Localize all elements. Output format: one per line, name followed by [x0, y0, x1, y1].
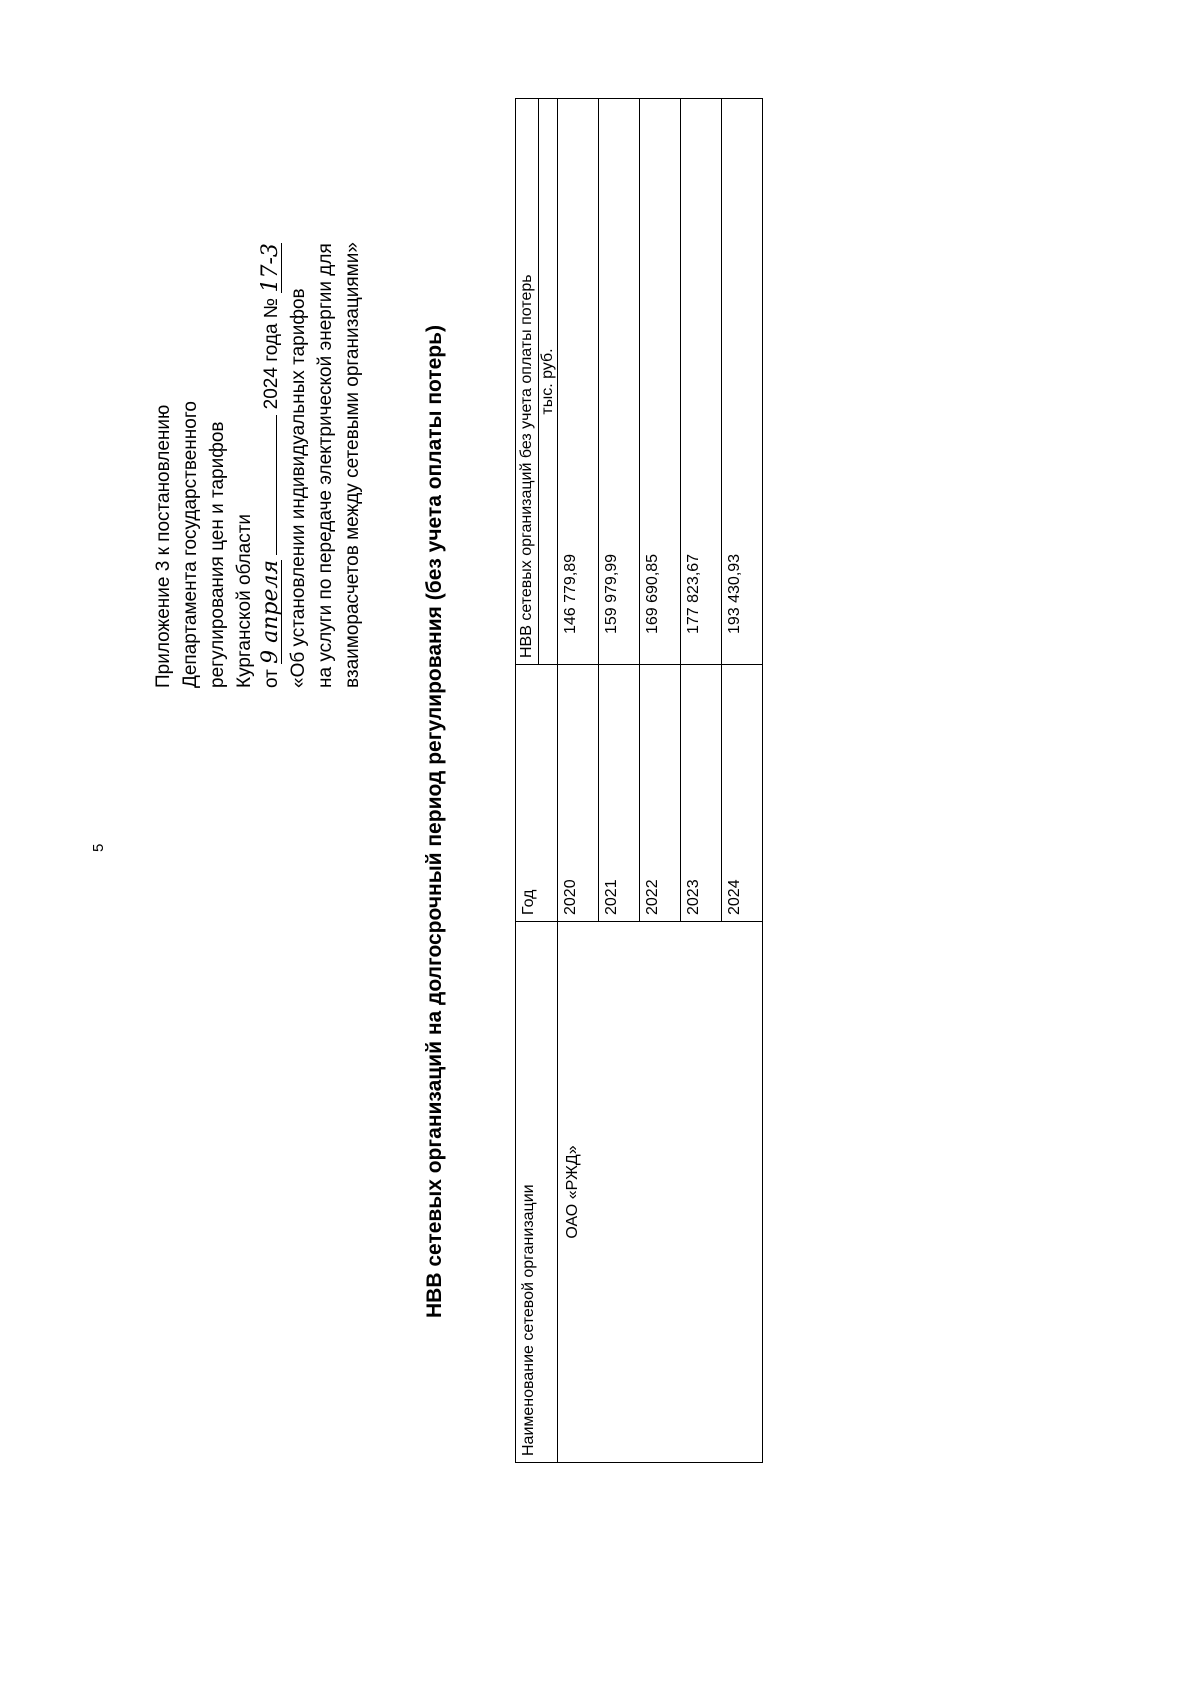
appendix-subject-line-2: на услуги по передаче электрической энергии для	[315, 243, 336, 688]
date-underline	[258, 415, 277, 555]
appendix-line-1: Приложение 3 к постановлению	[153, 404, 174, 688]
value-cell: 177 823,67	[681, 99, 722, 665]
value-cell: 159 979,99	[599, 99, 640, 665]
year-text: 2024 года №	[261, 297, 282, 410]
appendix-line-2: Департамента государственного	[180, 401, 201, 688]
header-value: НВВ сетевых организаций без учета оплаты потерь	[516, 99, 539, 665]
value-cell: 146 779,89	[558, 99, 599, 665]
value-cell: 169 690,85	[640, 99, 681, 665]
nvv-table	[515, 98, 763, 1463]
value-cell: 193 430,93	[722, 99, 763, 665]
appendix-subject-line-1: «Об установлении индивидуальных тарифов	[288, 288, 309, 688]
year-cell: 2022	[640, 665, 681, 922]
handwritten-number: 17-3	[258, 243, 283, 293]
date-prefix: от	[261, 669, 282, 688]
appendix-line-4: Курганской области	[234, 513, 255, 688]
header-year: Год	[516, 665, 558, 922]
appendix-subject-line-3: взаиморасчетов между сетевыми организациями»	[342, 242, 363, 688]
handwritten-date: 9 апреля	[258, 559, 283, 664]
year-cell: 2024	[722, 665, 763, 922]
table-header-row	[516, 99, 539, 1463]
organization-cell: ОАО «РЖД»	[558, 922, 763, 1463]
document-title: НВВ сетевых организаций на долгосрочный период регулирования (без учета оплаты потерь)	[423, 325, 446, 1318]
header-name: Наименование сетевой организации	[516, 922, 558, 1463]
year-cell: 2020	[558, 665, 599, 922]
page-number: 5	[90, 843, 107, 852]
year-cell: 2021	[599, 665, 640, 922]
unit-cell: тыс. руб.	[539, 99, 558, 665]
appendix-block	[150, 68, 366, 688]
appendix-date-line	[258, 68, 285, 688]
year-cell: 2023	[681, 665, 722, 922]
table-row	[558, 99, 599, 1463]
appendix-line-3: регулирования цен и тарифов	[207, 421, 228, 688]
